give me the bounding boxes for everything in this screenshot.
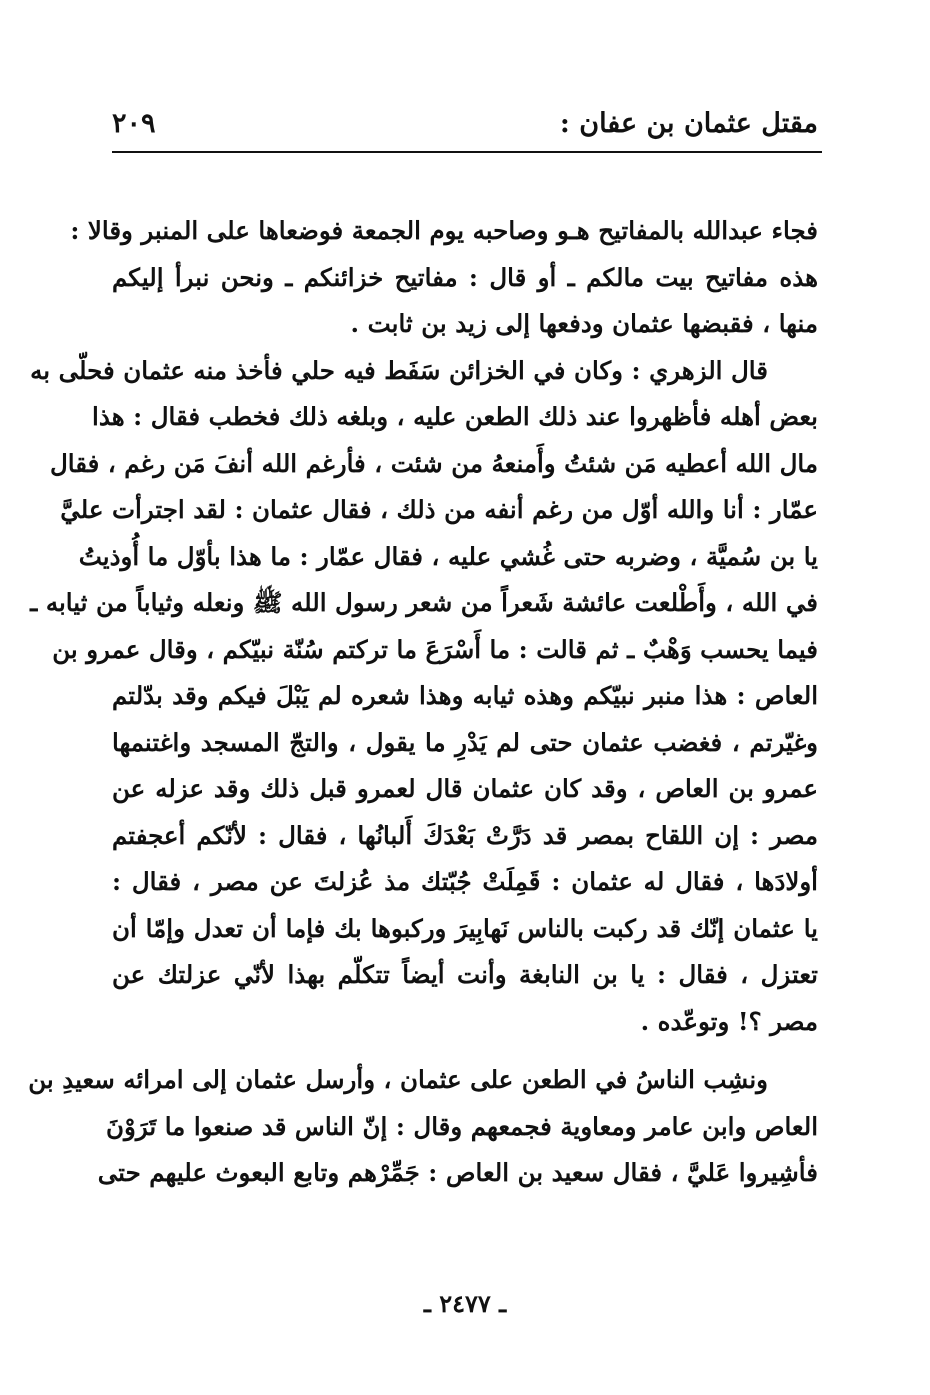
text-line: عمرو بن العاص ، وقد كان عثمان قال لعمرو قبل ذلك وقد عزله عن [112, 774, 818, 803]
text-line: يا بن سُميَّة ، وضربه حتى غُشي عليه ، فقال عمّار : ما هذا بأوّل ما أُوذيتُ [78, 541, 818, 571]
footer-page-number: ـ ٢٤٧٧ ـ [423, 1289, 507, 1318]
text-line: العاص وابن عامر ومعاوية فجمعهم وقال : إنّ الناس قد صنعوا ما تَرَوْنَ [106, 1111, 818, 1141]
text-line: قال الزهري : وكان في الخزائن سَفَط فيه حلي فأخذ منه عثمان فحلّى به [30, 355, 768, 385]
text-line: وغيّرتم ، فغضب عثمان حتى لم يَدْرِ ما يقول ، والتجّ المسجد واغتنمها [112, 727, 818, 757]
page-header [112, 100, 818, 152]
text-line: العاص : هذا منبر نبيّكم وهذه ثيابه وهذا شعره لم يَبْلَ فيكم وقد بدّلتم [112, 681, 818, 710]
header-rule [112, 151, 822, 153]
paragraph-gap [112, 1045, 818, 1057]
paragraph [28, 1057, 818, 1197]
text-line: في الله ، وأَطْلعت عائشة شَعراً من شعر رسول الله ﷺ ونعله وثياباً من ثيابه ـ [30, 588, 818, 617]
text-line: فأشِيروا عَليَّ ، فقال سعيد بن العاص : جَمِّرْهم وتابع البعوث عليهم حتى [97, 1158, 818, 1187]
text-line: تعتزل ، فقال : يا بن النابغة وأنت أيضاً تتكلّم بهذا لأنّي عزلتك عن [112, 960, 818, 989]
page-number: ٢٠٩ [112, 108, 156, 139]
text-line: منها ، فقبضها عثمان ودفعها إلى زيد بن ثابت . [350, 309, 818, 338]
text-line: أولادَها ، فقال له عثمان : قَمِلَتْ جُبّتك مذ عُزلتَ عن مصر ، فقال : [112, 867, 818, 896]
text-line: بعض أهله فأظهروا عند ذلك الطعن عليه ، وبلغه ذلك فخطب فقال : هذا [92, 402, 818, 431]
text-line: يا عثمان إنّك قد ركبت بالناس نَهابِيرَ وركبوها بك فإما أن تعدل وإمّا أن [112, 913, 818, 943]
text-line: ونشِب الناسُ في الطعن على عثمان ، وأرسل عثمان إلى امرائه سعيدِ بن [28, 1065, 768, 1094]
text-line: فجاء عبدالله بالمفاتيح هـو وصاحبه يوم الجمعة فوضعاها على المنبر وقالا : [70, 216, 818, 245]
text-line: مصر : إن اللقاح بمصر قد دَرَّتْ بَعْدَكَ أَلبانُها ، فقال : لأنّكم أعجفتم [112, 820, 818, 850]
text-line: مصر ؟! وتوعّده . [640, 1006, 818, 1036]
body-text [28, 208, 818, 1197]
text-line: مال الله أعطيه مَن شئتُ وأَمنعهُ من شئت ، فأرغم الله أنفَ مَن رغم ، فقال [49, 448, 818, 478]
running-title: مقتل عثمان بن عفان : [559, 108, 818, 139]
paragraph [30, 348, 818, 1046]
text-line: عمّار : أنا والله أوّل من رغم أنفه من ذلك ، فقال عثمان : لقد اجترأت عليَّ [60, 495, 818, 524]
text-line: هذه مفاتيح بيت مالكم ـ أو قال : مفاتيح خزائنكم ـ ونحن نبرأ إليكم [112, 262, 818, 292]
text-line: فيما يحسب وَهْبٌ ـ ثم قالت : ما أَسْرَعَ ما تركتم سُنّة نبيّكم ، وقال عمرو بن [52, 634, 818, 664]
paragraph [70, 208, 818, 348]
